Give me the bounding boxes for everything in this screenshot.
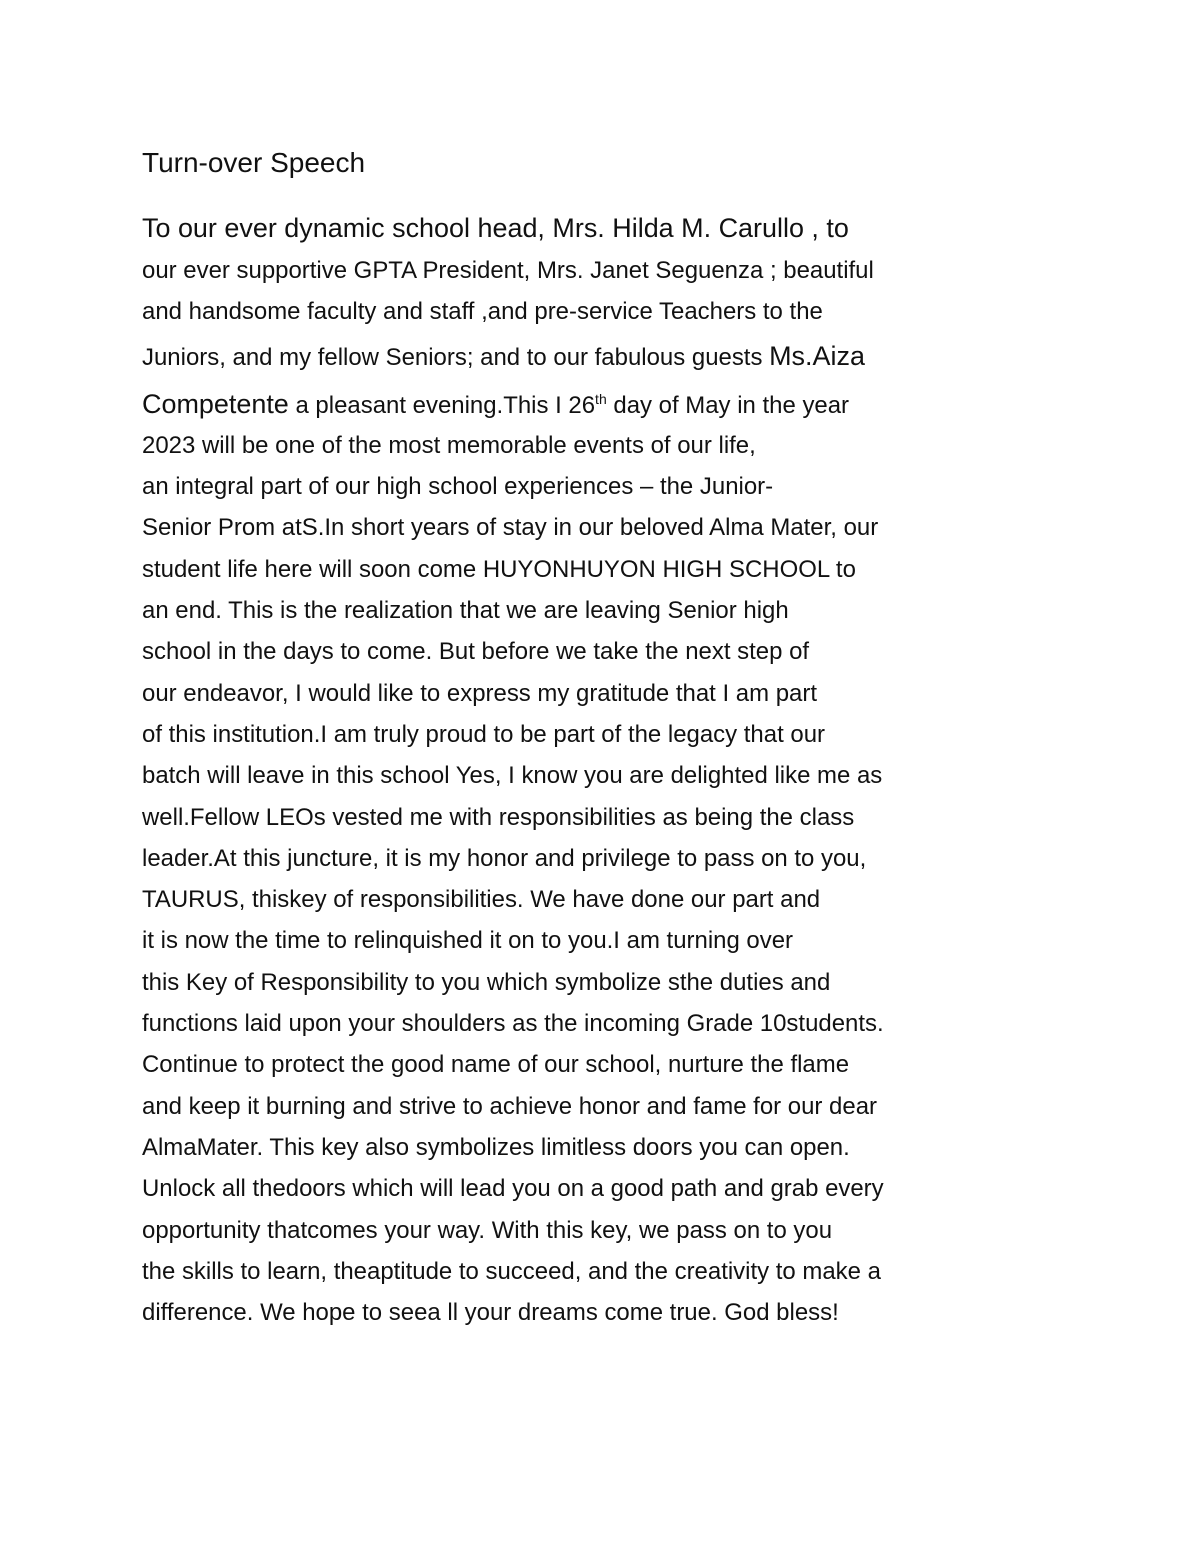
speech-line (142, 384, 1060, 424)
speech-line: of this institution.I am truly proud to be part of the legacy that our (142, 721, 826, 748)
speech-line: functions laid upon your shoulders as the incoming Grade 10students. (142, 1010, 884, 1037)
speech-line: batch will leave in this school Yes, I know you are delighted like me as (142, 762, 883, 789)
speech-line: AlmaMater. This key also symbolizes limitless doors you can open. (142, 1134, 850, 1161)
speech-line-text: day of May in the year (613, 392, 850, 419)
speech-line: school in the days to come. But before we take the next step of (142, 638, 810, 665)
speech-line: the skills to learn, theaptitude to succeed, and the creativity to make a (142, 1258, 881, 1285)
ordinal-suffix: th (595, 391, 607, 407)
speech-line: Continue to protect the good name of our school, nurture the flame (142, 1051, 850, 1078)
speech-line: Unlock all thedoors which will lead you on a good path and grab every (142, 1175, 884, 1202)
speech-title: Turn-over Speech (142, 147, 366, 178)
speech-line (142, 336, 1060, 376)
speech-line: 2023 will be one of the most memorable events of our life, (142, 432, 756, 459)
speech-line: student life here will soon come HUYONHUYON HIGH SCHOOL to (142, 556, 856, 583)
speech-line: leader.At this juncture, it is my honor and privilege to pass on to you, (142, 845, 867, 872)
guest-name-last: Competente (142, 389, 289, 419)
speech-line: TAURUS, thiskey of responsibilities. We have done our part and (142, 886, 821, 913)
speech-line: an end. This is the realization that we are leaving Senior high (142, 597, 789, 624)
speech-line: well.Fellow LEOs vested me with responsibilities as being the class (142, 804, 855, 831)
speech-line: this Key of Responsibility to you which symbolize sthe duties and (142, 969, 831, 996)
speech-line-text: Juniors, and my fellow Seniors; and to our fabulous guests (142, 344, 763, 371)
speech-line: our ever supportive GPTA President, Mrs. Janet Seguenza ; beautiful (142, 257, 874, 284)
speech-line: an integral part of our high school experiences – the Junior- (142, 473, 774, 500)
speech-line-text: a pleasant evening.This I 26 (295, 392, 596, 419)
speech-line: opportunity thatcomes your way. With this key, we pass on to you (142, 1217, 833, 1244)
speech-line: difference. We hope to seea ll your dreams come true. God bless! (142, 1299, 839, 1326)
speech-line: our endeavor, I would like to express my gratitude that I am part (142, 680, 818, 707)
speech-line: Senior Prom atS.In short years of stay in our beloved Alma Mater, our (142, 514, 879, 541)
speech-line: and handsome faculty and staff ,and pre-service Teachers to the (142, 298, 823, 325)
speech-line: it is now the time to relinquished it on to you.I am turning over (142, 927, 794, 954)
speech-line: To our ever dynamic school head, Mrs. Hilda M. Carullo , to (142, 213, 849, 243)
guest-name-first: Ms.Aiza (769, 341, 865, 371)
speech-line: and keep it burning and strive to achieve honor and fame for our dear (142, 1093, 877, 1120)
